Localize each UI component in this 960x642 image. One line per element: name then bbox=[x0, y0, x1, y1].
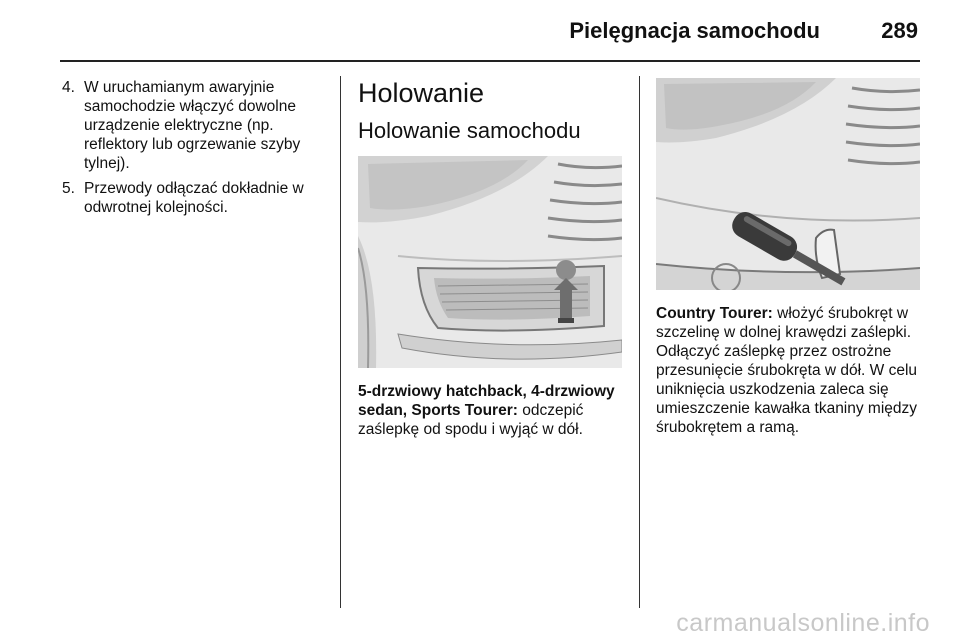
step-item bbox=[62, 78, 330, 173]
left-column bbox=[62, 78, 330, 223]
right-column bbox=[656, 78, 922, 437]
header-divider bbox=[60, 60, 920, 62]
step-number: 5. bbox=[62, 180, 75, 197]
bumper-cover-illustration bbox=[358, 156, 622, 368]
step-text: Przewody odłączać dokładnie w odwrotnej kolejności. bbox=[84, 180, 304, 216]
step-item bbox=[62, 179, 330, 217]
column-divider-right bbox=[639, 76, 640, 608]
step-text: W uruchamianym awaryjnie samochodzie włączyć dowolne urządzenie elektryczne (np. reflektory lub ogrzewanie szyby tylnej). bbox=[84, 79, 301, 172]
subsection-title: Holowanie samochodu bbox=[358, 118, 581, 143]
screwdriver-illustration bbox=[656, 78, 920, 290]
figure-caption bbox=[656, 304, 922, 437]
page-header-title: Pielęgnacja samochodu bbox=[569, 18, 820, 43]
column-divider-left bbox=[340, 76, 341, 608]
step-number: 4. bbox=[62, 79, 75, 96]
page-number: 289 bbox=[881, 18, 918, 43]
caption-text: odczepić zaślepkę od spodu i wyjąć w dół. bbox=[358, 402, 584, 438]
caption-bold: Country Tourer: bbox=[656, 305, 773, 322]
watermark: carmanualsonline.info bbox=[676, 609, 930, 637]
caption-bold: 5-drzwiowy hatchback, 4-drzwiowy sedan, Sports Tourer: bbox=[358, 383, 615, 419]
section-title: Holowanie bbox=[358, 78, 485, 108]
caption-text: włożyć śrubokręt w szczelinę w dolnej krawędzi zaślepki. Odłączyć zaślepkę przez ostrożne przesunięcie śrubokręta w dół. W celu uniknięcia uszkodzenia zaleca się umieszczenie kawałka tkaniny między śrubokrętem a ramą. bbox=[656, 305, 918, 436]
figure-caption bbox=[358, 382, 624, 439]
middle-column bbox=[358, 78, 624, 439]
